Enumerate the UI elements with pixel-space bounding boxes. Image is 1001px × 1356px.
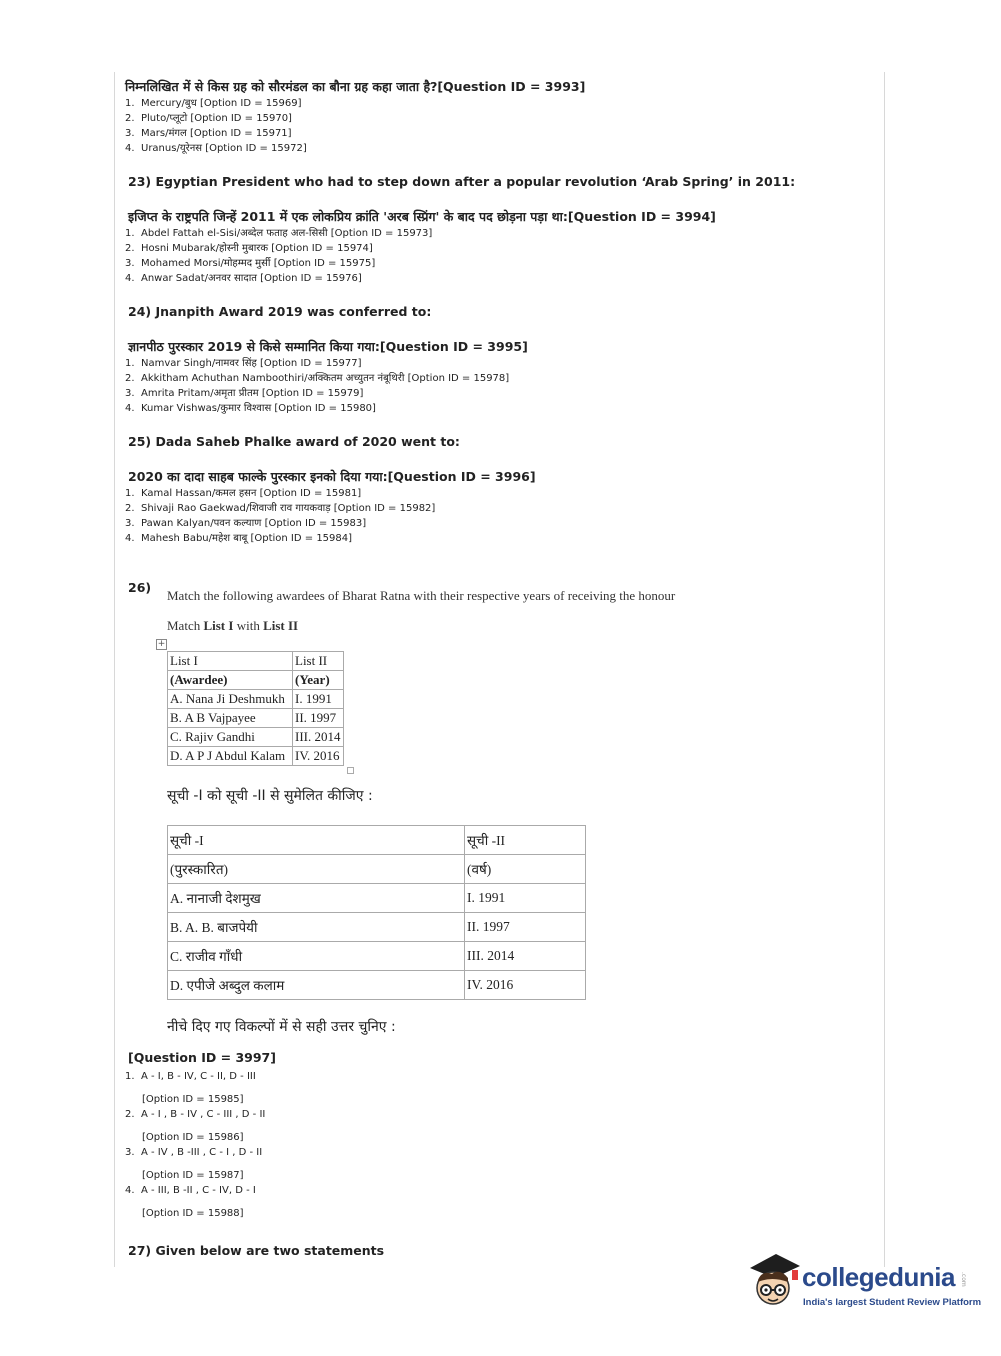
question-content: [125, 78, 865, 546]
option-item[interactable]: 3. Mars/मंगल [Option ID = 15971]: [125, 128, 292, 139]
table-row: C. Rajiv Gandhi III. 2014: [168, 728, 344, 747]
option-item[interactable]: 4. Kumar Vishwas/कुमार विश्वास [Option ID = 15980]: [125, 403, 376, 414]
option-item[interactable]: 4. Anwar Sadat/अनवर सादात [Option ID = 15976]: [125, 273, 362, 284]
page-border-right: [884, 72, 885, 1267]
option-id: [Option ID = 15987]: [142, 1170, 244, 1181]
table-row: सूची -I सूची -II: [168, 826, 586, 855]
option-item[interactable]: 2. Pluto/प्लूटो [Option ID = 15970]: [125, 113, 292, 124]
table-resize-handle-icon: [347, 767, 354, 774]
option-item[interactable]: 3. A - IV , B -III , C - I , D - II: [125, 1147, 263, 1158]
match-table-english: [167, 651, 344, 766]
option-item[interactable]: 3. Amrita Pritam/अमृता प्रीतम [Option ID = 15979]: [125, 388, 364, 399]
option-item[interactable]: 3. Pawan Kalyan/पवन कल्याण [Option ID = 15983]: [125, 518, 367, 529]
logo-dotcom: .com: [960, 1272, 967, 1287]
q24-title-hindi: ज्ञानपीठ पुरस्कार 2019 से किसे सम्मानित किया गया:[Question ID = 3995]: [128, 339, 528, 354]
q26-options: [125, 1069, 265, 1221]
option-item[interactable]: 2. Shivaji Rao Gaekwad/शिवाजी राव गायकवाड़ [Option ID = 15982]: [125, 503, 436, 514]
table-row: A. Nana Ji Deshmukh I. 1991: [168, 690, 344, 709]
option-item[interactable]: 4. Uranus/यूरेनस [Option ID = 15972]: [125, 143, 307, 154]
q26-question-id: [Question ID = 3997]: [128, 1050, 276, 1065]
table-row: A. नानाजी देशमुख I. 1991: [168, 884, 586, 913]
q26-hindi-match-title: सूची -I को सूची -II से सुमेलित कीजिए :: [167, 788, 373, 804]
q26-number: 26): [128, 580, 152, 595]
q24-options: [125, 356, 865, 416]
q26-hindi-choose-instruction: नीचे दिए गए विकल्पों में से सही उत्तर चुनिए :: [167, 1019, 396, 1035]
option-item[interactable]: 1. Mercury/बुध [Option ID = 15969]: [125, 98, 302, 109]
q25-title-hindi: 2020 का दादा साहब फाल्के पुरस्कार इनको दिया गया:[Question ID = 3996]: [128, 469, 536, 484]
table-row: List I List II: [168, 652, 344, 671]
option-item[interactable]: 1. Namvar Singh/नामवर सिंह [Option ID = 15977]: [125, 358, 362, 369]
option-item[interactable]: 2. A - I , B - IV , C - III , D - II: [125, 1109, 266, 1120]
q27-title-english: 27) Given below are two statements: [128, 1243, 385, 1258]
table-row: C. राजीव गाँधी III. 2014: [168, 942, 586, 971]
table-move-handle-icon: +: [157, 639, 166, 649]
mascot-icon: [742, 1250, 804, 1312]
table-row: (Awardee) (Year): [168, 671, 344, 690]
q23-title-english: 23) Egyptian President who had to step down after a popular revolution ‘Arab Spring’ in 2011:: [128, 174, 796, 189]
q24-title-english: 24) Jnanpith Award 2019 was conferred to:: [128, 304, 432, 319]
q22-options: [125, 96, 865, 156]
option-id: [Option ID = 15988]: [142, 1208, 244, 1219]
table-row: (पुरस्कारित) (वर्ष): [168, 855, 586, 884]
match-table-hindi: [167, 825, 586, 1000]
option-item[interactable]: 2. Hosni Mubarak/होस्नी मुबारक [Option ID = 15974]: [125, 243, 373, 254]
collegedunia-logo[interactable]: [742, 1250, 982, 1320]
page-border-left: [114, 72, 115, 1267]
option-item[interactable]: 2. Akkitham Achuthan Namboothiri/अक्कितम अच्युतन नंबूथिरी [Option ID = 15978]: [125, 373, 510, 384]
option-item[interactable]: 1. A - I, B - IV, C - II, D - III: [125, 1071, 256, 1082]
table-row: D. A P J Abdul Kalam IV. 2016: [168, 747, 344, 766]
table-row: B. A. B. बाजपेयी II. 1997: [168, 913, 586, 942]
q25-title-english: 25) Dada Saheb Phalke award of 2020 went to:: [128, 434, 460, 449]
logo-tagline: India's largest Student Review Platform: [803, 1297, 982, 1308]
option-item[interactable]: 1. Kamal Hassan/कमल हसन [Option ID = 15981]: [125, 488, 362, 499]
option-id: [Option ID = 15985]: [142, 1094, 244, 1105]
q23-title-hindi: इजिप्त के राष्ट्रपति जिन्हें 2011 में एक लोकप्रिय क्रांति 'अरब स्प्रिंग' के बाद पद छोड़ना पड़ा था:[Question ID = 3994]: [128, 209, 716, 224]
option-item[interactable]: 4. Mahesh Babu/महेश बाबू [Option ID = 15984]: [125, 533, 353, 544]
q22-title-hindi: निम्नलिखित में से किस ग्रह को सौरमंडल का बौना ग्रह कहा जाता है?[Question ID = 3993]: [125, 79, 586, 94]
q23-options: [125, 226, 865, 286]
option-item[interactable]: 3. Mohamed Morsi/मोहम्मद मुर्सी [Option ID = 15975]: [125, 258, 376, 269]
table-row: D. एपीजे अब्दुल कलाम IV. 2016: [168, 971, 586, 1000]
option-item[interactable]: 4. A - III, B -II , C - IV, D - I: [125, 1185, 256, 1196]
q26-intro: Match the following awardees of Bharat Ratna with their respective years of receiving the honour: [167, 588, 676, 603]
logo-wordmark: collegedunia: [802, 1262, 955, 1292]
q26-match-instruction: Match List I with List II: [167, 618, 299, 633]
option-item[interactable]: 1. Abdel Fattah el-Sisi/अब्देल फताह अल-सिसी [Option ID = 15973]: [125, 228, 433, 239]
q25-options: [125, 486, 865, 546]
option-id: [Option ID = 15986]: [142, 1132, 244, 1143]
table-row: B. A B Vajpayee II. 1997: [168, 709, 344, 728]
